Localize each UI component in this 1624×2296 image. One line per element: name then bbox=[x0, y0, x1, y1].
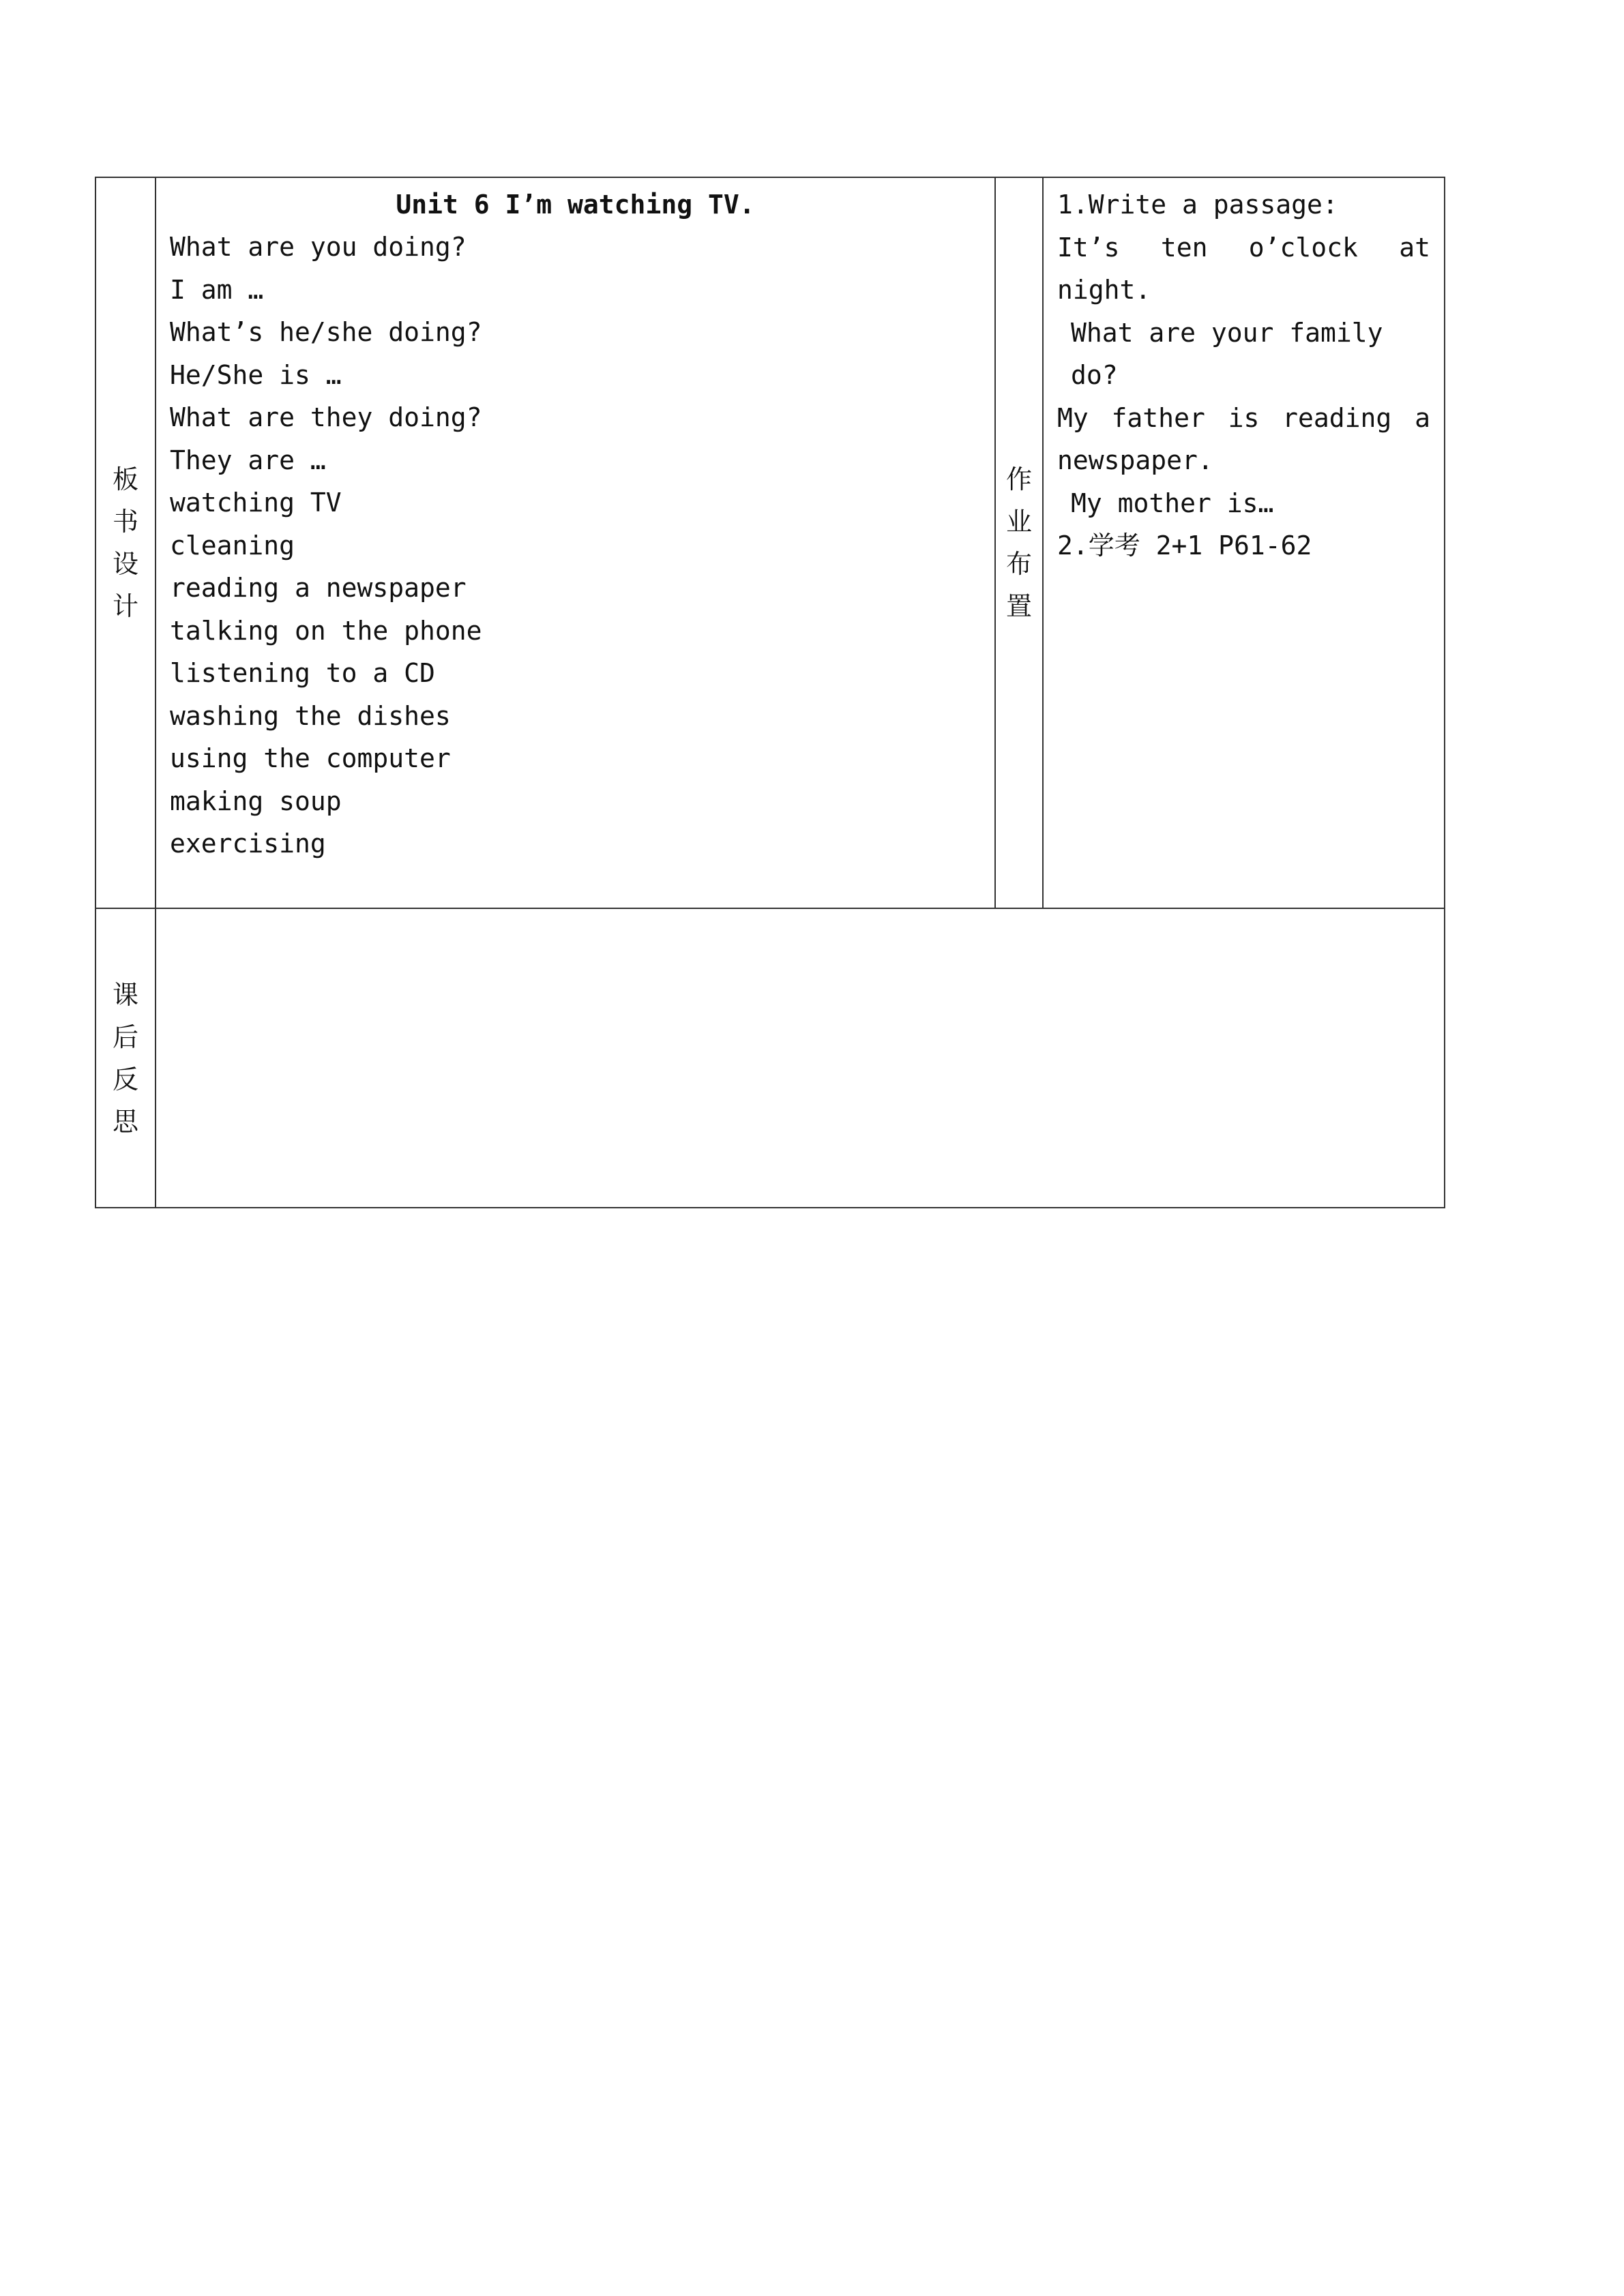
label-char: 课 bbox=[112, 979, 138, 1010]
board-line: They are … bbox=[170, 445, 326, 475]
label-char: 书 bbox=[112, 507, 138, 537]
label-char: 后 bbox=[112, 1022, 138, 1052]
label-char: 作 bbox=[1005, 464, 1032, 494]
homework-line: It’s ten o’clock at bbox=[1057, 232, 1430, 263]
board-line: What’s he/she doing? bbox=[170, 317, 482, 347]
board-line: washing the dishes bbox=[170, 700, 451, 731]
reflection-label bbox=[95, 908, 156, 1208]
label-char: 置 bbox=[1005, 591, 1032, 621]
homework-line: What are your family do? bbox=[1071, 317, 1383, 390]
board-line: listening to a CD bbox=[170, 658, 435, 688]
board-line: He/She is … bbox=[170, 359, 342, 390]
homework-content bbox=[1043, 177, 1445, 908]
board-design-row bbox=[95, 177, 1445, 908]
reflection-row bbox=[95, 908, 1445, 1208]
label-char: 设 bbox=[112, 549, 138, 579]
label-char: 板 bbox=[112, 464, 138, 494]
label-char: 思 bbox=[112, 1106, 138, 1137]
board-line: What are they doing? bbox=[170, 402, 482, 432]
homework-label bbox=[995, 177, 1043, 908]
label-char: 反 bbox=[112, 1064, 138, 1094]
label-char: 计 bbox=[112, 591, 138, 621]
board-line: cleaning bbox=[170, 530, 295, 561]
board-design-label bbox=[95, 177, 156, 908]
board-line: reading a newspaper bbox=[170, 573, 467, 603]
board-line: using the computer bbox=[170, 743, 451, 773]
homework-line: My father is reading a bbox=[1057, 402, 1430, 433]
lesson-plan-sheet bbox=[95, 177, 1444, 1203]
label-char: 布 bbox=[1005, 549, 1032, 579]
homework-line: newspaper. bbox=[1057, 445, 1213, 475]
label-char: 业 bbox=[1005, 507, 1032, 537]
board-design-content bbox=[156, 177, 995, 908]
board-line: watching TV bbox=[170, 488, 342, 518]
lesson-plan-table bbox=[95, 177, 1445, 1208]
homework-line: 2.学考 2+1 P61-62 bbox=[1057, 531, 1312, 561]
unit-title: Unit 6 I’m watching TV. bbox=[396, 190, 755, 220]
board-line: exercising bbox=[170, 829, 326, 859]
homework-line: 1.Write a passage: bbox=[1057, 190, 1338, 220]
board-line: I am … bbox=[170, 274, 264, 305]
homework-line: night. bbox=[1057, 275, 1151, 305]
board-line: talking on the phone bbox=[170, 615, 482, 646]
board-line: making soup bbox=[170, 786, 342, 816]
homework-line: My mother is… bbox=[1071, 488, 1274, 518]
board-line: What are you doing? bbox=[170, 232, 467, 262]
reflection-content bbox=[156, 908, 1445, 1208]
